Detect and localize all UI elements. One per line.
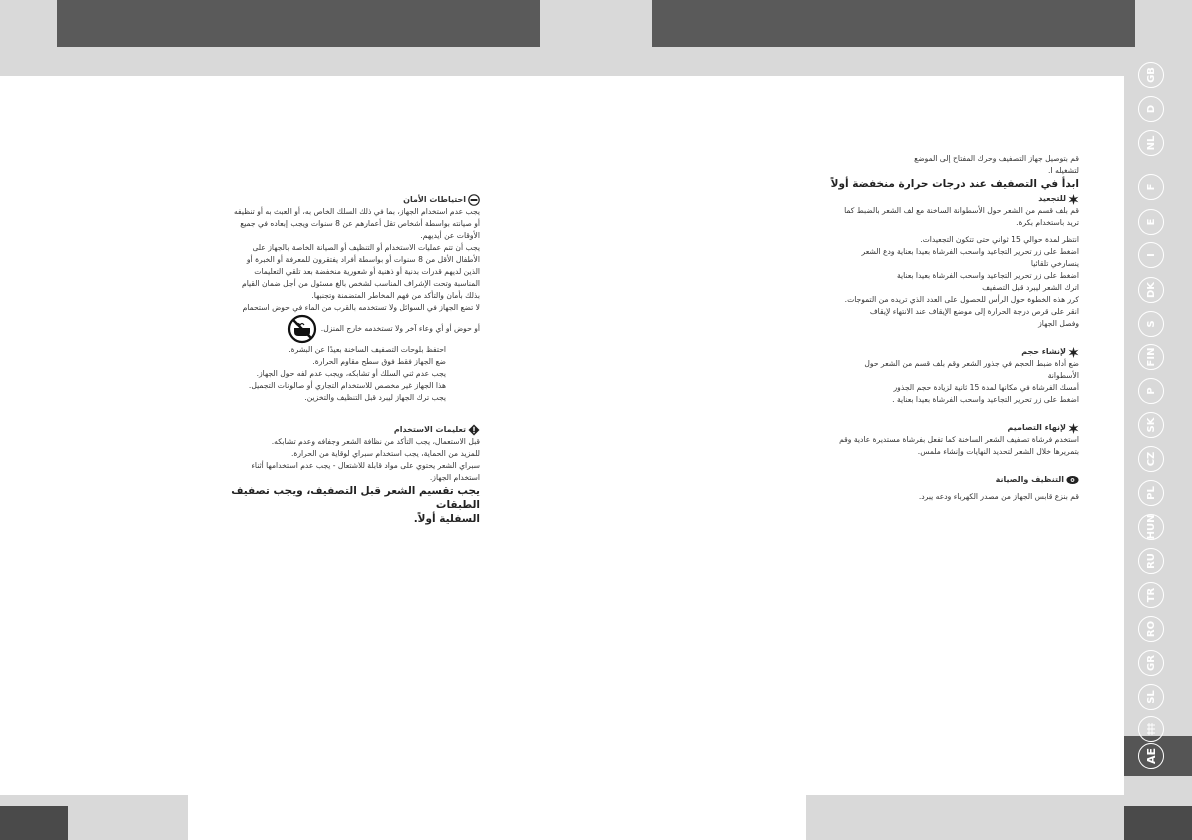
bath-warning-text: أو حوض أو أي وعاء آخر ولا تستخدمه خارج المنزل.: [320, 324, 480, 333]
lang-badge-ro[interactable]: RO: [1138, 616, 1164, 642]
lang-badge-fin[interactable]: FIN: [1138, 344, 1164, 370]
safety-line: الأطفال الأقل من 8 سنوات أو بواسطة أفراد يفتقرون للمعرفة أو الخبرة أو: [246, 255, 480, 264]
safety-line: هذا الجهاز غير مخصص للاستخدام التجاري أو صالونات التجميل.: [248, 381, 446, 390]
header-bar-left: [57, 0, 540, 47]
care-heading-text: التنظيف والصيانة: [995, 475, 1064, 484]
header-bar-right: [652, 0, 1135, 47]
lang-badge-i[interactable]: I: [1138, 242, 1164, 268]
lang-badge-cz[interactable]: CZ: [1138, 446, 1164, 472]
lang-badge-hun[interactable]: HUN: [1138, 514, 1164, 540]
finish-star-icon: [1068, 423, 1079, 434]
safety-line: يجب عدم ثني السلك أو تشابكه، ويجب عدم لفه حول الجهاز.: [256, 369, 446, 378]
lang-badge-sl[interactable]: SL: [1138, 684, 1164, 710]
lang-badge-ae[interactable]: AE: [1138, 743, 1164, 769]
lang-badge-s[interactable]: S: [1138, 311, 1164, 337]
volume-line: ضع أداة ضبط الحجم في جذور الشعر وقم بلف قسم من الشعر حول: [864, 359, 1079, 368]
temperature-heading: ابدأ في التصفيف عند درجات حرارة منخفضة أولاً: [830, 178, 1079, 190]
usage-emphasis-line: يجب تقسيم الشعر قبل التصفيف، ويجب تصفيف الطبقات: [231, 485, 480, 511]
volume-line: الأسطوانة: [1047, 371, 1079, 380]
left-page: [190, 192, 480, 526]
lang-badge-p[interactable]: P: [1138, 378, 1164, 404]
safety-line: المناسبة وتحت الإشراف المناسب لشخص بالغ مسئول من أجل ضمان القيام: [242, 279, 480, 288]
lang-badge-d[interactable]: D: [1138, 96, 1164, 122]
finish-line: استخدم فرشاة تصفيف الشعر الساخنة كما تفعل بفرشاة مستديرة عادية وقم: [839, 435, 1079, 444]
curl-line: ينسارخي تلقائيا: [1030, 259, 1079, 268]
curl-heading: [815, 193, 1079, 205]
safety-line: لا تضع الجهاز في السوائل ولا تستخدمه بالقرب من الماء في حوض استحمام: [242, 303, 480, 312]
curl-line: انقر على قرص درجة الحرارة إلى موضع الإيقاف عند الانتهاء لإيقاف: [869, 307, 1079, 316]
curl-star-icon: [1068, 194, 1079, 205]
lang-badge-ru[interactable]: RU: [1138, 548, 1164, 574]
finish-heading: [815, 422, 1079, 434]
curl-line: اترك الشعر ليبرد قبل التصفيف: [982, 283, 1079, 292]
curl-line: انتظر لمدة حوالي 15 ثواني حتى تتكون التجعيدات.: [920, 235, 1079, 244]
no-entry-icon: [468, 194, 480, 206]
volume-line: اضغط على زر تحرير التجاعيد واسحب الفرشاة بعيدا بعناية .: [892, 395, 1079, 404]
care-line: قم بنزع قابس الجهاز من مصدر الكهرباء ودعه يبرد.: [918, 492, 1079, 501]
eye-icon: [1066, 475, 1079, 485]
safety-line: يجب ترك الجهاز ليبرد قبل التنظيف والتخزين.: [304, 393, 446, 402]
safety-line: يجب عدم استخدام الجهاز، بما في ذلك السلك الخاص به، أو العبث به أو تنظيفه: [233, 207, 480, 216]
finish-line: بتمريرها خلال الشعر لتحديد النهايات وإنشاء ملمس.: [917, 447, 1079, 456]
script-glyph-icon: [1146, 722, 1156, 736]
safety-line: أو صيانته بواسطة أشخاص تقل أعمارهم عن 8 سنوات ويجب إبعاده في جميع: [240, 219, 480, 228]
safety-line: بذلك بأمان والتأكد من فهم المخاطر المتضمنة وتجنبها.: [311, 291, 480, 300]
volume-heading: [815, 346, 1079, 358]
lang-badge-gr[interactable]: GR: [1138, 650, 1164, 676]
curl-line: تريد باستخدام بكرة.: [1016, 218, 1079, 227]
no-bath-icon: [287, 314, 317, 344]
lang-badge-nl[interactable]: NL: [1138, 130, 1164, 156]
safety-line: يجب أن تتم عمليات الاستخدام أو التنظيف أو الصيانة الخاصة بالجهاز على: [252, 243, 480, 252]
lang-badge-f[interactable]: F: [1138, 174, 1164, 200]
usage-line: سبراي الشعر يحتوي على مواد قابلة للاشتعال - يجب عدم استخدامها أثناء: [251, 461, 480, 470]
lang-badge-sk[interactable]: SK: [1138, 412, 1164, 438]
warning-diamond-icon: [468, 424, 480, 436]
lang-badge-pl[interactable]: PL: [1138, 480, 1164, 506]
footer-right-band: [806, 795, 1124, 840]
curl-heading-text: للتجعيد: [1038, 194, 1066, 203]
usage-line: للمزيد من الحماية، يجب استخدام سبراي لوقاية من الحرارة.: [290, 449, 480, 458]
finish-heading-text: لإنهاء التصاميم: [1007, 423, 1066, 432]
right-page: [815, 153, 1079, 503]
curl-line: اضغط على زر تحرير التجاعيد واسحب الفرشاة بعيدا بعناية ودع الشعر: [861, 247, 1079, 256]
care-heading: [815, 474, 1079, 486]
usage-line: قبل الاستعمال، يجب التأكد من نظافة الشعر وجفافه وعدم تشابكه.: [271, 437, 480, 446]
usage-emphasis-line: السفلية أولاً.: [413, 513, 480, 525]
curl-line: كرر هذه الخطوة حول الرأس للحصول على العدد الذي تريده من التموجات.: [844, 295, 1079, 304]
lang-badge-gb[interactable]: GB: [1138, 62, 1164, 88]
safety-line: الذين لديهم قدرات بدنية أو ذهنية أو شعورية منخفضة بعد تلقي التعليمات: [254, 267, 480, 276]
intro-line: قم بتوصيل جهاز التصفيف وحرك المفتاح إلى الموضع: [914, 154, 1079, 163]
curl-line: قم بلف قسم من الشعر حول الأسطوانة الساخنة مع لف الشعر بالضبط كما: [844, 206, 1079, 215]
safety-heading: [190, 194, 480, 206]
safety-line: احتفظ بلوحات التصفيف الساخنة بعيدًا عن البشرة.: [288, 345, 446, 354]
usage-heading-text: تعليمات الاستخدام: [393, 425, 466, 434]
lang-badge-dk[interactable]: DK: [1138, 277, 1164, 303]
usage-line: استخدام الجهاز.: [429, 473, 480, 482]
safety-heading-text: احتياطات الأمان: [403, 195, 466, 204]
volume-line: أمسك الفرشاة في مكانها لمدة 15 ثانية لزيادة حجم الجذور: [893, 383, 1079, 392]
intro-line: لتشغيله I.: [1047, 166, 1079, 175]
bath-warning-row: [190, 314, 480, 344]
safety-line: ضع الجهاز فقط فوق سطح مقاوم الحرارة.: [312, 357, 446, 366]
page-number-tab-right: [1124, 806, 1192, 840]
page-number-tab-left: [0, 806, 68, 840]
lang-badge-tr[interactable]: TR: [1138, 582, 1164, 608]
usage-heading: [190, 424, 480, 436]
curl-line: اضغط على زر تحرير التجاعيد واسحب الفرشاة بعيدا بعناية: [896, 271, 1079, 280]
safety-line: الأوقات عن أيديهم.: [420, 231, 480, 240]
curl-line: وفصل الجهاز: [1038, 319, 1079, 328]
volume-star-icon: [1068, 347, 1079, 358]
lang-badge-script-icon[interactable]: [1138, 716, 1164, 742]
lang-badge-e[interactable]: E: [1138, 209, 1164, 235]
volume-heading-text: لإنشاء حجم: [1021, 347, 1066, 356]
